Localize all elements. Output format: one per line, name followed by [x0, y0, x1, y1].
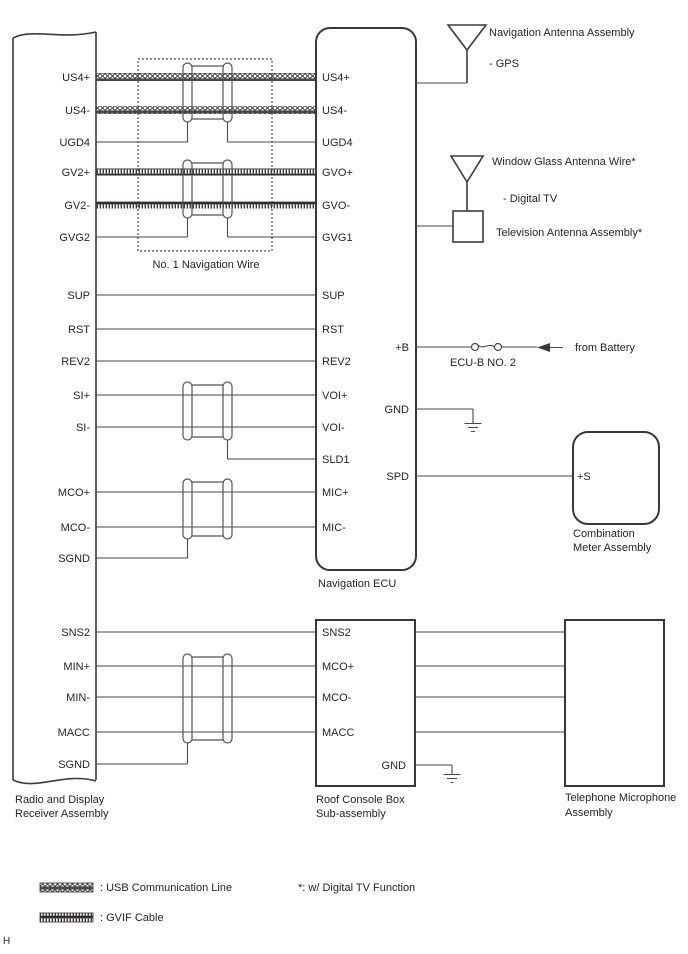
usb-line-swatch — [40, 883, 93, 892]
pin-label: GVG1 — [322, 232, 353, 244]
pin-label: GND — [381, 760, 406, 772]
pin-label: SNS2 — [61, 627, 90, 639]
pin-label: VOI+ — [322, 390, 348, 402]
fuse-element-icon — [478, 345, 495, 348]
gps-antenna-group — [416, 25, 635, 83]
telephone-microphone-assembly — [565, 620, 676, 819]
pin-label: REV2 — [322, 356, 351, 368]
legend — [40, 882, 415, 924]
pin-label: REV2 — [61, 356, 90, 368]
pin-label: MIC+ — [322, 487, 349, 499]
roof-label-1: Roof Console Box — [316, 794, 405, 806]
tv-antenna-assembly-box — [453, 211, 483, 242]
pin-label: +B — [395, 342, 409, 354]
pin-label: MCO- — [60, 522, 90, 534]
shield-min-trio — [183, 654, 232, 743]
meter-label-2: Meter Assembly — [573, 542, 652, 554]
nav-wire-group — [138, 59, 272, 271]
pin-label: GND — [384, 404, 409, 416]
pin-label: UGD4 — [322, 137, 353, 149]
flow-arrow-icon — [537, 343, 550, 352]
gvif-wire-gv2-plus — [96, 169, 316, 176]
pin-label: SUP — [322, 290, 345, 302]
nav-wire-label: No. 1 Navigation Wire — [152, 259, 260, 271]
fuse-terminal-icon — [472, 344, 479, 351]
ecu-ground-group — [416, 409, 482, 432]
antenna-icon — [448, 25, 486, 50]
radio-receiver-assembly — [13, 32, 109, 820]
battery-source-label: from Battery — [575, 342, 635, 354]
legend-asterisk-note: *: w/ Digital TV Function — [298, 882, 416, 894]
fuse-terminal-icon — [495, 344, 502, 351]
meter-pin-label: +S — [577, 471, 591, 483]
pin-label: SPD — [386, 471, 409, 483]
usb-wire-us4-minus — [96, 106, 316, 114]
pin-label: GV2- — [64, 200, 90, 212]
shield-voi-pair — [183, 382, 232, 440]
roof-label-2: Sub-assembly — [316, 808, 386, 820]
pin-label: SI+ — [73, 390, 90, 402]
pin-label: MIN- — [66, 692, 90, 704]
ground-icon — [465, 424, 482, 432]
wire-roof-gnd — [415, 765, 452, 774]
legend-gvif-label: : GVIF Cable — [100, 912, 164, 924]
pin-label: MCO+ — [57, 487, 90, 499]
usb-wire-us4-plus — [96, 73, 316, 81]
wire-ecu-gnd — [416, 409, 473, 423]
pin-label: GVO+ — [322, 167, 353, 179]
meter-label-1: Combination — [573, 528, 635, 540]
pin-label: RST — [322, 324, 344, 336]
phone-label-2: Assembly — [565, 807, 613, 819]
roof-pin-labels — [322, 627, 406, 772]
tv-sub-label: - Digital TV — [503, 193, 558, 205]
pin-label: RST — [68, 324, 90, 336]
pin-label: GV2+ — [61, 167, 90, 179]
pin-label: GVO- — [322, 200, 351, 212]
gps-antenna-sub: - GPS — [489, 58, 519, 70]
legend-usb-label: : USB Communication Line — [100, 882, 233, 894]
pin-label: MACC — [57, 727, 90, 739]
page-marker: H — [3, 936, 11, 947]
pin-label: GVG2 — [59, 232, 90, 244]
tv-antenna-group — [416, 156, 643, 242]
usb-communication-lines — [96, 73, 316, 114]
pin-label: SNS2 — [322, 627, 351, 639]
radio-top-break — [13, 32, 96, 38]
gps-antenna-label: Navigation Antenna Assembly — [489, 27, 635, 39]
pin-label: US4+ — [62, 72, 90, 84]
phone-label-1: Telephone Microphone — [565, 792, 677, 804]
pin-label: MIN+ — [63, 661, 90, 673]
ecu-left-pin-labels — [322, 72, 353, 534]
pin-label: MIC- — [322, 522, 346, 534]
pin-label: SI- — [75, 422, 90, 434]
pin-label: US4+ — [322, 72, 350, 84]
pin-label: MCO+ — [322, 661, 355, 673]
pin-label: VOI- — [322, 422, 345, 434]
radio-label-1: Radio and Display — [15, 794, 105, 806]
combination-meter-assembly — [573, 432, 659, 554]
shield-drain-wires — [188, 122, 228, 764]
pin-label: UGD4 — [59, 137, 90, 149]
tv-assembly-label: Television Antenna Assembly* — [496, 227, 643, 239]
pin-label: US4- — [64, 105, 90, 117]
shield-mic-pair — [183, 479, 232, 539]
roof-console-box — [316, 620, 461, 820]
radio-pin-labels — [58, 72, 91, 771]
gvif-wire-gv2-minus — [96, 202, 316, 209]
pin-label: SGND — [58, 553, 90, 565]
ecu-label: Navigation ECU — [318, 578, 397, 590]
pin-label: SLD1 — [322, 454, 350, 466]
pin-label: SUP — [67, 290, 90, 302]
radio-bottom-break — [13, 778, 96, 783]
wire-from-battery — [502, 347, 564, 348]
ecu-right-pin-labels — [385, 342, 410, 483]
battery-feed-group — [416, 342, 635, 369]
fuse-label: ECU-B NO. 2 — [450, 357, 517, 369]
ground-icon — [444, 775, 461, 783]
radio-label-2: Receiver Assembly — [15, 808, 109, 820]
navigation-ecu — [316, 28, 416, 590]
drain-gvif-shield — [188, 218, 228, 237]
gvif-cables — [96, 169, 316, 209]
pin-label: SGND — [58, 759, 90, 771]
pin-label: US4- — [322, 105, 348, 117]
nav-wire-dotted-box — [138, 59, 272, 251]
pin-label: MCO- — [322, 692, 352, 704]
drain-usb-shield — [188, 122, 228, 142]
pin-label: MACC — [322, 727, 355, 739]
phone-body — [565, 620, 664, 786]
tv-wire-label: Window Glass Antenna Wire* — [492, 156, 636, 168]
shield-symbols — [183, 63, 232, 743]
antenna-icon — [451, 156, 483, 182]
gvif-cable-swatch — [40, 913, 93, 922]
